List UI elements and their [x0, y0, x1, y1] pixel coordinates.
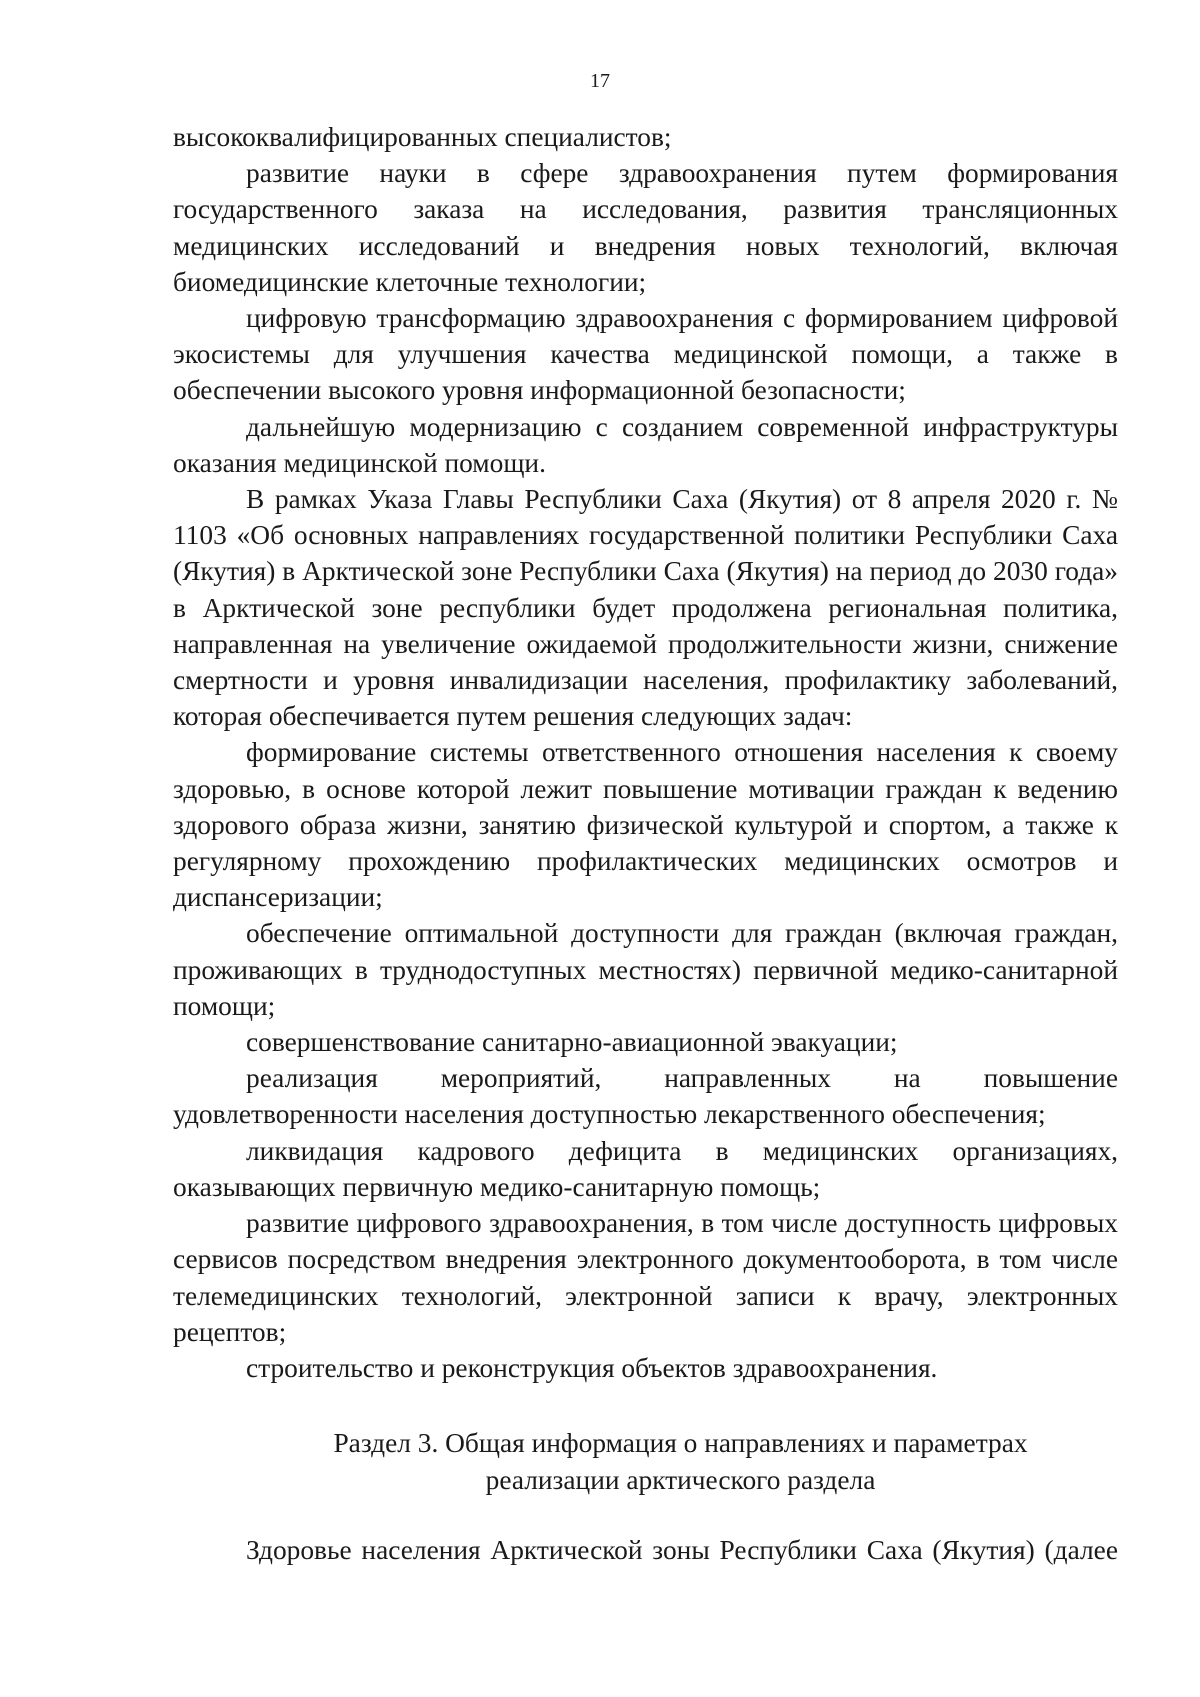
section-heading-line-1: Раздел 3. Общая информация о направлениях и параметрах — [333, 1428, 1028, 1458]
page-number: 17 — [590, 70, 610, 92]
paragraph-decree: В рамках Указа Главы Республики Саха (Якутия) от 8 апреля 2020 г. № 1103 «Об основных направлениях государственной политики Республики Саха (Якутия) в Арктической зоне Республики Саха (Якутия) на период до 2030 года» в Арктической зоне республики будет продолжена региональная политика, направленная на увеличение ожидаемой продолжительности жизни, снижение смертности и уровня инвалидизации населения, профилактику заболеваний, которая обеспечивается путем решения следующих задач: — [173, 484, 1118, 732]
paragraph-primary-care-access: обеспечение оптимальной доступности для граждан (включая граждан, проживающих в труднодоступных местностях) первичной медико-санитарной помощи; — [173, 918, 1118, 1021]
paragraph-air-evacuation: совершенствование санитарно-авиационной эвакуации; — [246, 1027, 898, 1058]
paragraph-specialists: высококвалифицированных специалистов; — [173, 122, 672, 152]
paragraph-health-responsibility: формирование системы ответственного отношения населения к своему здоровью, в основе которой лежит повышение мотивации граждан к ведению здорового образа жизни, занятию физической культурой и спортом, а также к регулярному прохождению профилактических медицинских осмотров и диспансеризации; — [173, 737, 1118, 913]
paragraph-modernization: дальнейшую модернизацию с созданием современной инфраструктуры оказания медицинской помощи. — [173, 411, 1118, 478]
paragraph-science-development: развитие науки в сфере здравоохранения путем формирования государственного заказа на исследования, развития трансляционных медицинских исследований и внедрения новых технологий, включая биомедицинские клеточные технологии; — [173, 158, 1118, 297]
paragraph-digital-transformation: цифровую трансформацию здравоохранения с формированием цифровой экосистемы для улучшения качества медицинской помощи, а также в обеспечении высокого уровня информационной безопасности; — [173, 303, 1118, 406]
paragraph-construction: строительство и реконструкция объектов здравоохранения. — [246, 1352, 938, 1383]
paragraph-medicine-supply: реализация мероприятий, направленных на повышение удовлетворенности населения доступностью лекарственного обеспечения; — [173, 1063, 1118, 1130]
section-heading — [173, 1425, 1118, 1498]
document-body — [173, 119, 1118, 1386]
paragraph-staff-deficit: ликвидация кадрового дефицита в медицинских организациях, оказывающих первичную медико-санитарную помощь; — [173, 1135, 1118, 1202]
section-heading-line-2: реализации арктического раздела — [485, 1464, 876, 1495]
paragraph-digital-healthcare: развитие цифрового здравоохранения, в том числе доступность цифровых сервисов посредством внедрения электронного документооборота, в том числе телемедицинских технологий, электронной записи к врачу, электронных рецептов; — [173, 1208, 1118, 1347]
paragraph-population-health: Здоровье населения Арктической зоны Республики Саха (Якутия) (далее — [246, 1535, 1118, 1565]
